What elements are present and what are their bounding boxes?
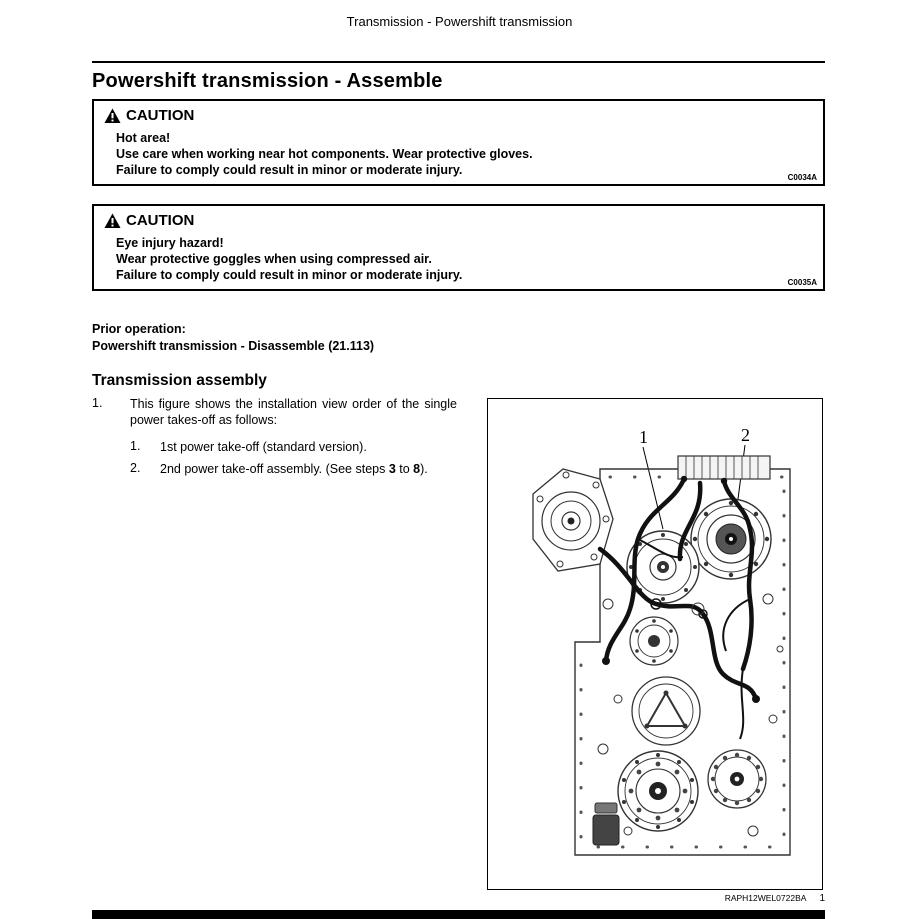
caution-header: [104, 212, 823, 229]
prior-operation-value: Powershift transmission - Disassemble (21.113): [92, 339, 375, 353]
step-text: This figure shows the installation view order of the single power takes-off as follows:: [130, 397, 457, 427]
warning-icon: [104, 213, 121, 229]
caution-code: C0034A: [787, 173, 817, 182]
caution-header: [104, 107, 823, 124]
caution-box-hot-area: [92, 99, 825, 186]
figure-callout-1: 1: [639, 427, 648, 447]
transmission-diagram: [488, 399, 822, 889]
caution-line: Wear protective goggles when using compressed air.: [116, 252, 432, 266]
caution-text: [116, 130, 823, 178]
substep-number: 2.: [130, 461, 141, 475]
caution-line: Failure to comply could result in minor or moderate injury.: [116, 268, 463, 282]
title-rule: [92, 61, 825, 63]
figure-reference-code: RAPH12WEL0722BA: [724, 893, 807, 903]
substep-text: 2nd power take-off assembly. (See steps 3 to 8).: [160, 462, 428, 476]
section-heading: Transmission assembly: [92, 372, 267, 389]
caution-line: Use care when working near hot components. Wear protective gloves.: [116, 147, 533, 161]
caution-label: CAUTION: [126, 212, 195, 229]
prior-operation: [92, 321, 374, 355]
caution-line: Eye injury hazard!: [116, 236, 224, 250]
section-divider-bar: [92, 910, 825, 919]
caution-text: [116, 235, 823, 283]
page-footer: [92, 893, 825, 904]
figure-box: [487, 398, 823, 890]
substep-number: 1.: [130, 439, 141, 453]
caution-line: Hot area!: [116, 131, 171, 145]
caution-code: C0035A: [787, 278, 817, 287]
caution-line: Failure to comply could result in minor or moderate injury.: [116, 163, 463, 177]
substep-text: 1st power take-off (standard version).: [160, 440, 367, 454]
page-number: 1: [819, 893, 825, 904]
caution-label: CAUTION: [126, 107, 195, 124]
caution-box-eye-injury: [92, 204, 825, 291]
warning-icon: [104, 108, 121, 124]
page-header-breadcrumb: Transmission - Powershift transmission: [346, 14, 573, 29]
figure-callout-2: 2: [741, 425, 750, 445]
prior-operation-label: Prior operation:: [92, 322, 186, 336]
page-title: Powershift transmission - Assemble: [92, 70, 443, 92]
step-number: 1.: [92, 396, 103, 410]
